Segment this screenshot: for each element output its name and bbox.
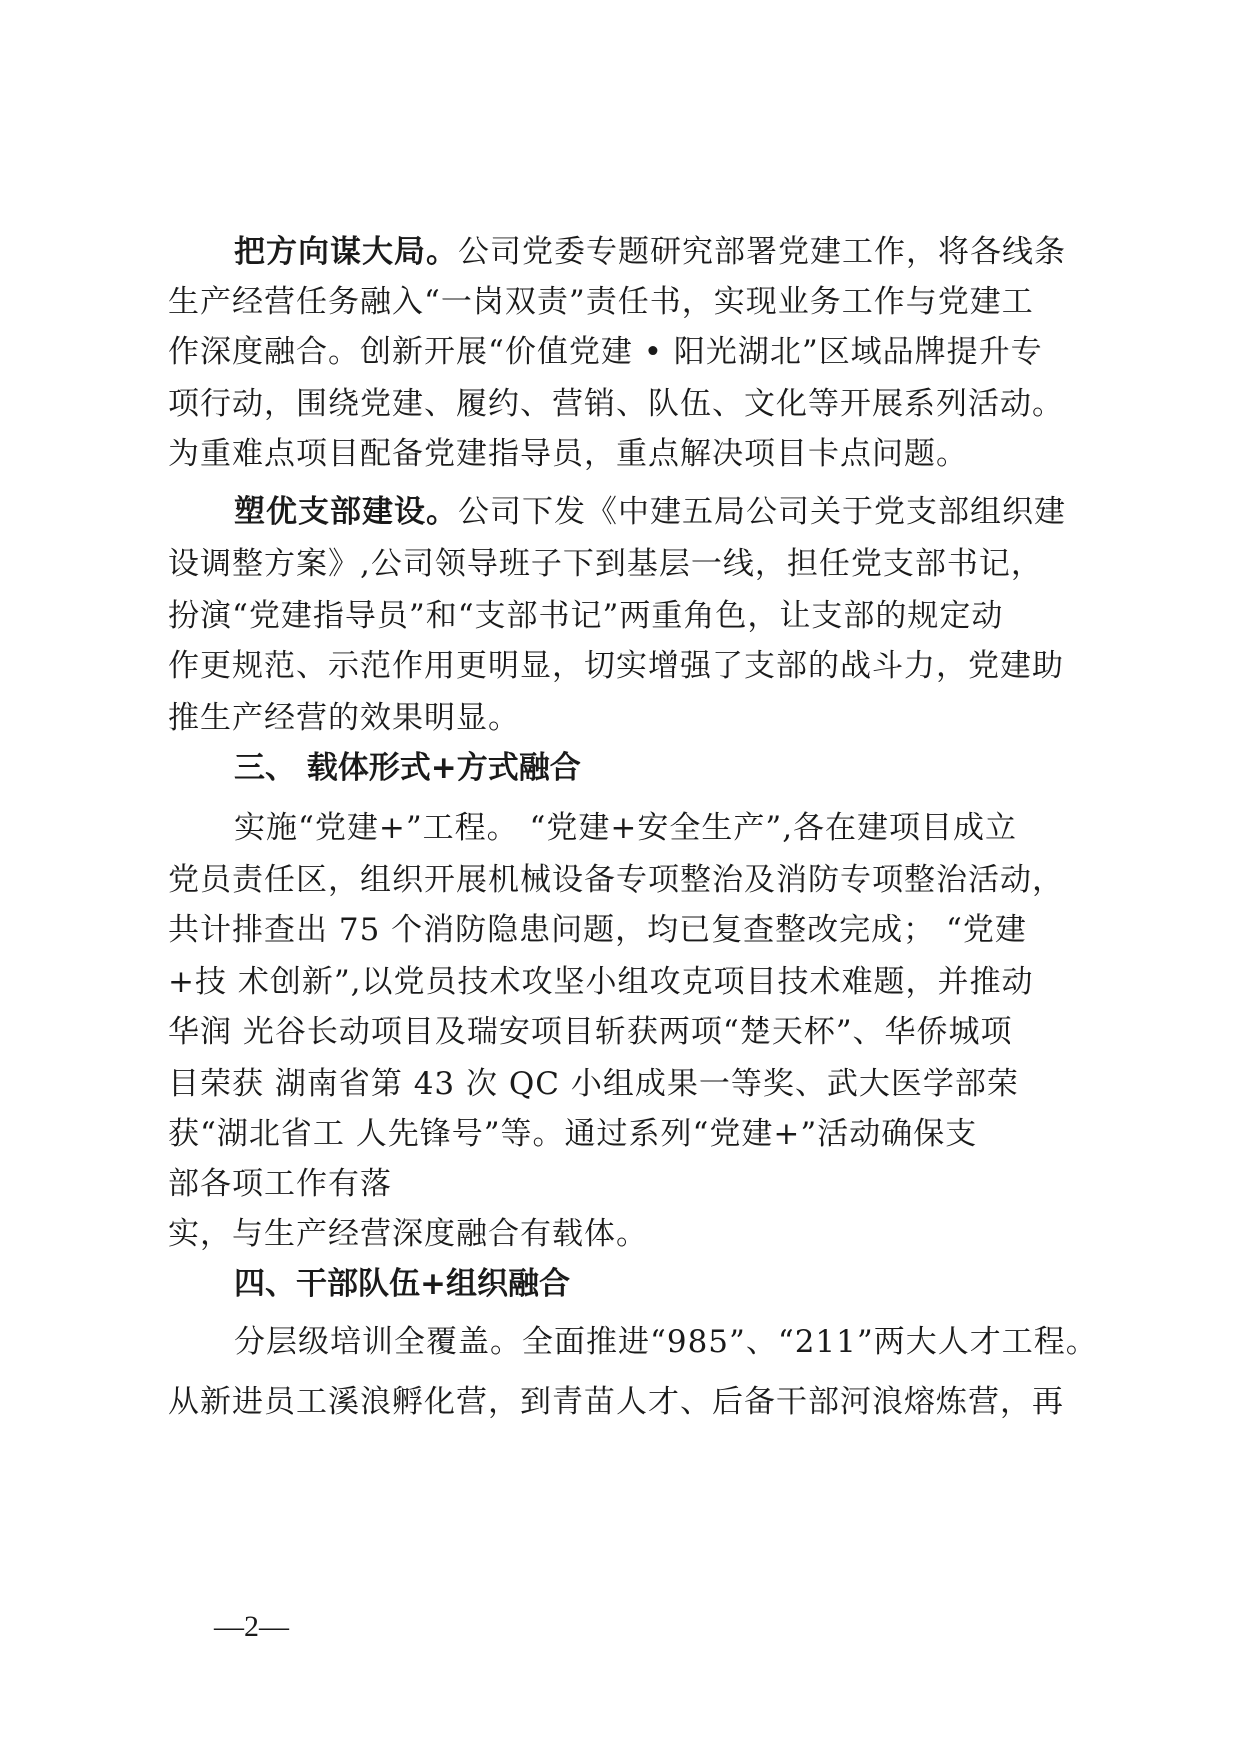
paragraph-4-line-2: 从新进员工溪浪孵化营，到青苗人才、后备干部河浪熔炼营，再 (168, 1384, 1064, 1420)
paragraph-1-lead: 把方向谋大局。 (234, 234, 458, 270)
page-number: —2— (214, 1610, 289, 1643)
paragraph-2-line-1 (234, 492, 1066, 532)
paragraph-3-line-8: 部各项工作有落 (168, 1166, 392, 1202)
paragraph-1-text: 公司党委专题研究部署党建工作，将各线条 (458, 234, 1066, 270)
section-heading-3: 三、 载体形式+方式融合 (234, 750, 581, 786)
paragraph-3-line-9: 实，与生产经营深度融合有载体。 (168, 1216, 648, 1252)
paragraph-3-line-7: 获“湖北省工 人先锋号”等。通过系列“党建+”活动确保支 (168, 1116, 978, 1152)
paragraph-3-line-2: 党员责任区，组织开展机械设备专项整治及消防专项整治活动， (168, 862, 1064, 898)
paragraph-3-line-3: 共计排查出 75 个消防隐患问题，均已复查整改完成； “党建 (168, 912, 1027, 948)
paragraph-1-line-3: 作深度融合。创新开展“价值党建 • 阳光湖北”区域品牌提升专 (168, 334, 1043, 370)
paragraph-1-line-1 (234, 232, 1066, 272)
paragraph-1-line-2: 生产经营任务融入“一岗双责”责任书，实现业务工作与党建工 (168, 284, 1034, 320)
paragraph-2-line-4: 作更规范、示范作用更明显，切实增强了支部的战斗力，党建助 (168, 648, 1064, 684)
paragraph-2-line-5: 推生产经营的效果明显。 (168, 700, 520, 736)
paragraph-3-line-6: 目荣获 湖南省第 43 次 QC 小组成果一等奖、武大医学部荣 (168, 1066, 1019, 1102)
paragraph-2-line-2: 设调整方案》,公司领导班子下到基层一线，担任党支部书记， (168, 546, 1043, 582)
paragraph-2-text: 公司下发《中建五局公司关于党支部组织建 (458, 494, 1066, 530)
paragraph-3-line-4: +技 术创新”,以党员技术攻坚小组攻克项目技术难题，并推动 (168, 964, 1034, 1000)
paragraph-1-line-5: 为重难点项目配备党建指导员，重点解决项目卡点问题。 (168, 436, 968, 472)
paragraph-2-lead: 塑优支部建设。 (234, 494, 458, 530)
paragraph-3-line-5: 华润 光谷长动项目及瑞安项目斩获两项“楚天杯”、华侨城项 (168, 1014, 1013, 1050)
section-heading-4: 四、干部队伍+组织融合 (234, 1266, 570, 1302)
paragraph-4-line-1: 分层级培训全覆盖。全面推进“985”、“211”两大人才工程。 (234, 1324, 1098, 1360)
paragraph-3-line-1: 实施“党建+”工程。 “党建+安全生产”,各在建项目成立 (234, 810, 1018, 846)
paragraph-2-line-3: 扮演“党建指导员”和“支部书记”两重角色，让支部的规定动 (168, 598, 1004, 634)
paragraph-1-line-4: 项行动，围绕党建、履约、营销、队伍、文化等开展系列活动。 (168, 386, 1064, 422)
